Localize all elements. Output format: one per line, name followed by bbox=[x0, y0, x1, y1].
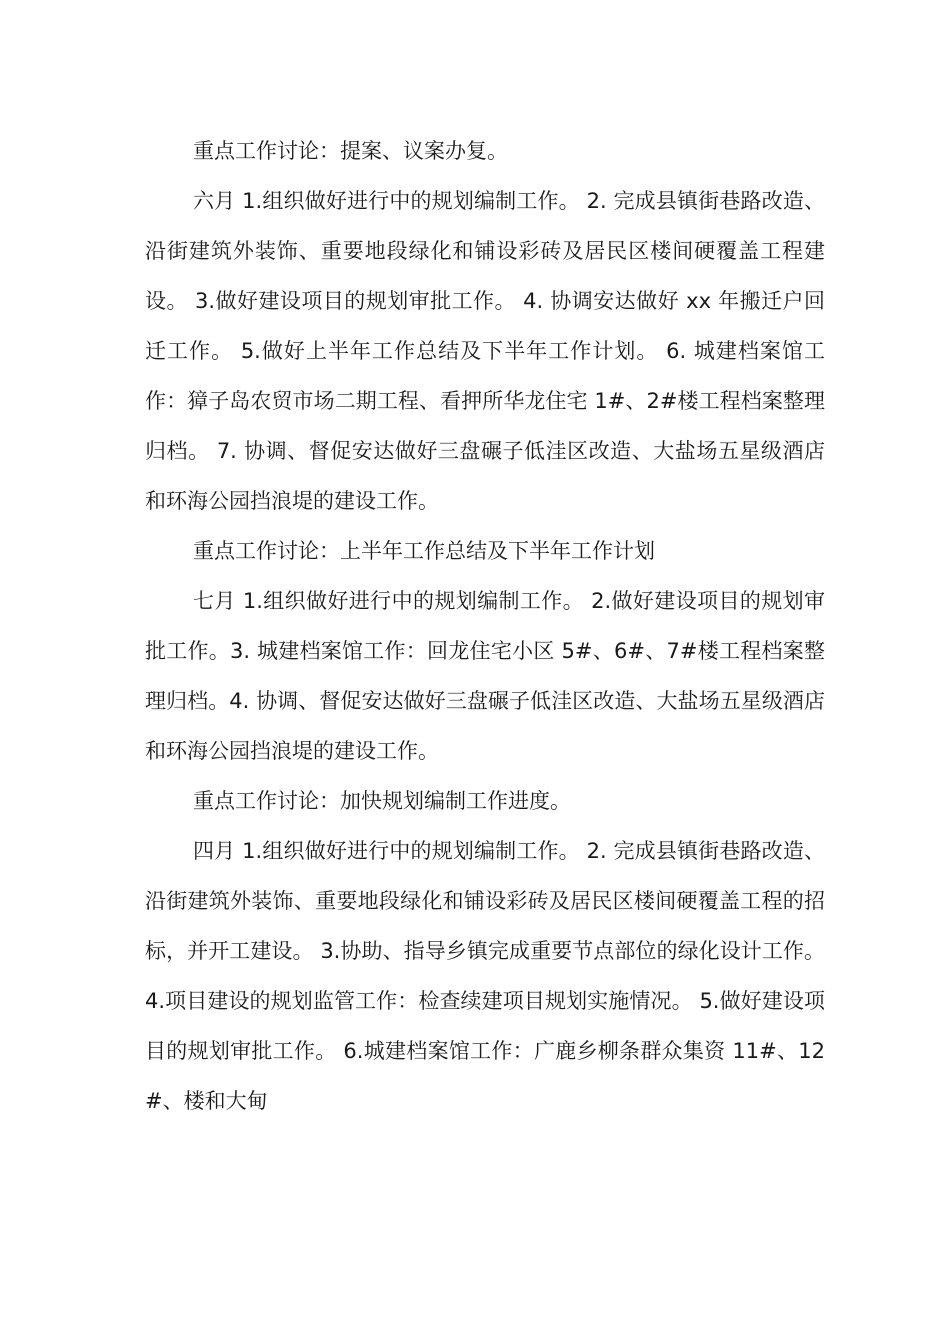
paragraph-july-plan: 七月 1.组织做好进行中的规划编制工作。 2.做好建设项目的规划审批工作。3. 城建档案馆工作：回龙住宅小区 5#、6#、7#楼工程档案整理归档。4. 协调、督促安达做好三盘碾子低洼区改造、大盐场五星级酒店和环海公园挡浪堤的建设工作。 bbox=[145, 589, 825, 763]
paragraph-april-plan: 四月 1.组织做好进行中的规划编制工作。 2. 完成县镇街巷路改造、沿街建筑外装饰、重要地段绿化和铺设彩砖及居民区楼间硬覆盖工程的招标，并开工建设。 3.协助、指导乡镇完成重要节点部位的绿化设计工作。 4.项目建设的规划监管工作：检查续建项目规划实施情况。 5.做好建设项目的规划审批工作。 6.城建档案馆工作：广鹿乡柳条群众集资 11#、12#、楼和大甸 bbox=[145, 839, 825, 1113]
paragraph-june-plan: 六月 1.组织做好进行中的规划编制工作。 2. 完成县镇街巷路改造、沿街建筑外装饰、重要地段绿化和铺设彩砖及居民区楼间硬覆盖工程建设。 3.做好建设项目的规划审批工作。 4. 协调安达做好 xx 年搬迁户回迁工作。 5.做好上半年工作总结及下半年工作计划。 6. 城建档案馆工作：獐子岛农贸市场二期工程、看押所华龙住宅 1#、2#楼工程档案整理归档。 7. 协调、督促安达做好三盘碾子低洼区改造、大盐场五星级酒店和环海公园挡浪堤的建设工作。 bbox=[145, 189, 825, 513]
paragraph-discussion-planning: 重点工作讨论：加快规划编制工作进度。 bbox=[193, 789, 571, 813]
paragraph-discussion-halfyear: 重点工作讨论：上半年工作总结及下半年工作计划 bbox=[193, 539, 655, 563]
paragraph-discussion-proposals: 重点工作讨论：提案、议案办复。 bbox=[193, 139, 508, 163]
document-body bbox=[145, 126, 825, 1126]
